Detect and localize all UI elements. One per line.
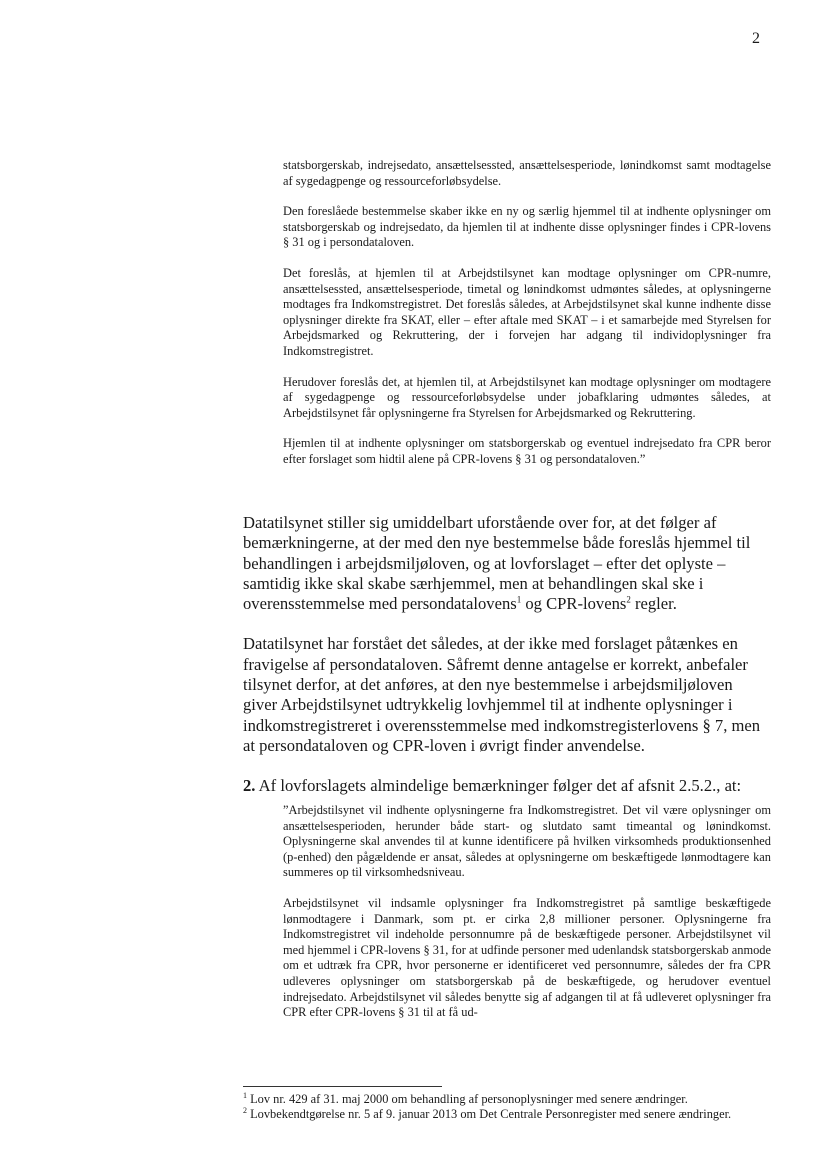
footnote-1-mark: 1: [243, 1090, 247, 1100]
main-paragraph-1: [243, 513, 768, 614]
main-paragraph-2: Datatilsynet har forstået det således, at der ikke med forslaget påtænkes en fravigelse af persondataloven. Såfremt denne antagelse er korrekt, anbefaler tilsynet derfor, at det anføres, at den nye bestemmelse i arbejdsmiljøloven giver Arbejdstilsynet udtrykkelig lovhjemmel til at indhente oplysninger i indkomstregistreret i overensstemmelse med indkomstregisterlovens § 7, men at persondataloven og CPR-loven i øvrigt finder anvendelse.: [243, 634, 761, 755]
quote2-paragraph-2: Arbejdstilsynet vil indsamle oplysninger fra Indkomstregistret på samtlige beskæftigede lønmodtagere i Danmark, som pt. er cirka 2,8 millioner personer. Oplysningerne fra Indkomstregistret vil indeholde personnumre på de beskæftigede personer. Arbejdstilsynet vil med hjemmel i CPR-lovens § 31, for at udfinde personer med udenlandsk statsborgerskab anmode om et udtræk fra CPR, hvor personerne er identificeret ved personnumre, således der fra CPR udleveres oplysninger om statsborgerskab på de beskæftigede, og herudover eventuel indrejsedato. Arbejdstilsynet vil således benytte sig af adgangen til at få udleveret oplysninger fra CPR efter CPR-lovens § 31 til at få ud-: [283, 895, 771, 1020]
page-number: 2: [752, 30, 760, 47]
footnote-1-text: Lov nr. 429 af 31. maj 2000 om behandling af personoplysninger med senere ændringer.: [247, 1092, 688, 1106]
footnote-2: [243, 1107, 768, 1122]
footnote-1: [243, 1092, 768, 1107]
main-paragraph-1-text-c: regler.: [630, 594, 677, 614]
main-paragraph-1-text-a: Datatilsynet stiller sig umiddelbart uforstående over for, at det følger af bemærkningerne, at der med den nye bestemmelse både foreslås hjemmel til behandlingen i arbejdsmiljøloven, og at lovforslaget – efter det oplyste – samtidig ikke skal skabe særhjemmel, men at behandlingen skal ske i overensstemmelse med persondatalovens: [243, 513, 751, 614]
footnote-ref-1: 1: [516, 594, 522, 605]
quote1-paragraph-4: Herudover foreslås det, at hjemlen til, at Arbejdstilsynet kan modtage oplysninger om modtagere af sygedagpenge og ressourceforløbsydelse under jobafklaring udmøntes således, at Arbejdstilsynet får oplysningerne fra Styrelsen for Arbejdsmarked og Rekruttering.: [283, 374, 771, 420]
footnote-ref-2: 2: [626, 594, 631, 605]
section-heading: [243, 776, 768, 796]
section-heading-text: Af lovforslagets almindelige bemærkninger følger det af afsnit 2.5.2., at:: [255, 776, 742, 796]
footnote-2-mark: 2: [243, 1105, 247, 1115]
footnote-divider: [243, 1086, 442, 1087]
quote1-paragraph-5: Hjemlen til at indhente oplysninger om statsborgerskab og eventuel indrejsedato fra CPR beror efter forslaget som hidtil alene på CPR-lovens § 31 og persondataloven.”: [283, 436, 771, 466]
quote1-paragraph-3: Det foreslås, at hjemlen til at Arbejdstilsynet kan modtage oplysninger om CPR-numre, ansættelsessted, ansættelsesperiode, timetal og lønindkomst udmøntes således, at oplysningerne modtages fra Indkomstregistret. Det foreslås således, at Arbejdstilsynet skal kunne indhente disse oplysninger direkte fra SKAT, eller – efter aftale med SKAT – i et samarbejde med Styrelsen for Arbejdsmarked og Rekruttering, der i forvejen har adgang til individoplysninger fra Indkomstregistret.: [283, 265, 771, 358]
main-paragraph-1-text-b: og CPR-lovens: [521, 594, 627, 614]
footnote-2-text: Lovbekendtgørelse nr. 5 af 9. januar 2013 om Det Centrale Personregister med senere ændringer.: [247, 1107, 732, 1121]
footnotes: [243, 1092, 768, 1122]
quote2-paragraph-1: ”Arbejdstilsynet vil indhente oplysningerne fra Indkomstregistret. Det vil være oplysninger om ansættelsesperioden, herunder både start- og slutdato samt timeantal og lønindkomst. Oplysningerne skal anvendes til at kunne identificere på hvilken virksomheds produktionsenhed (p-enhed) den pågældende er ansat, således at oplysningerne om beskæftigede lønmodtagere kan summeres op til virksomhedsniveau.: [283, 803, 771, 880]
quote1-paragraph-1: statsborgerskab, indrejsedato, ansættelsessted, ansættelsesperiode, lønindkomst samt modtagelse af sygedagpenge og ressourceforløbsydelse.: [283, 158, 771, 188]
quote1-paragraph-2: Den foreslåede bestemmelse skaber ikke en ny og særlig hjemmel til at indhente oplysninger om statsborgerskab og indrejsedato, da hjemlen til at indhente disse oplysninger findes i CPR-lovens § 31 og i persondataloven.: [283, 204, 771, 250]
main-text-upper: [243, 513, 768, 797]
quote-block-2: [283, 803, 771, 1021]
quote-block-1: [283, 158, 771, 468]
section-heading-number: 2.: [243, 776, 256, 796]
